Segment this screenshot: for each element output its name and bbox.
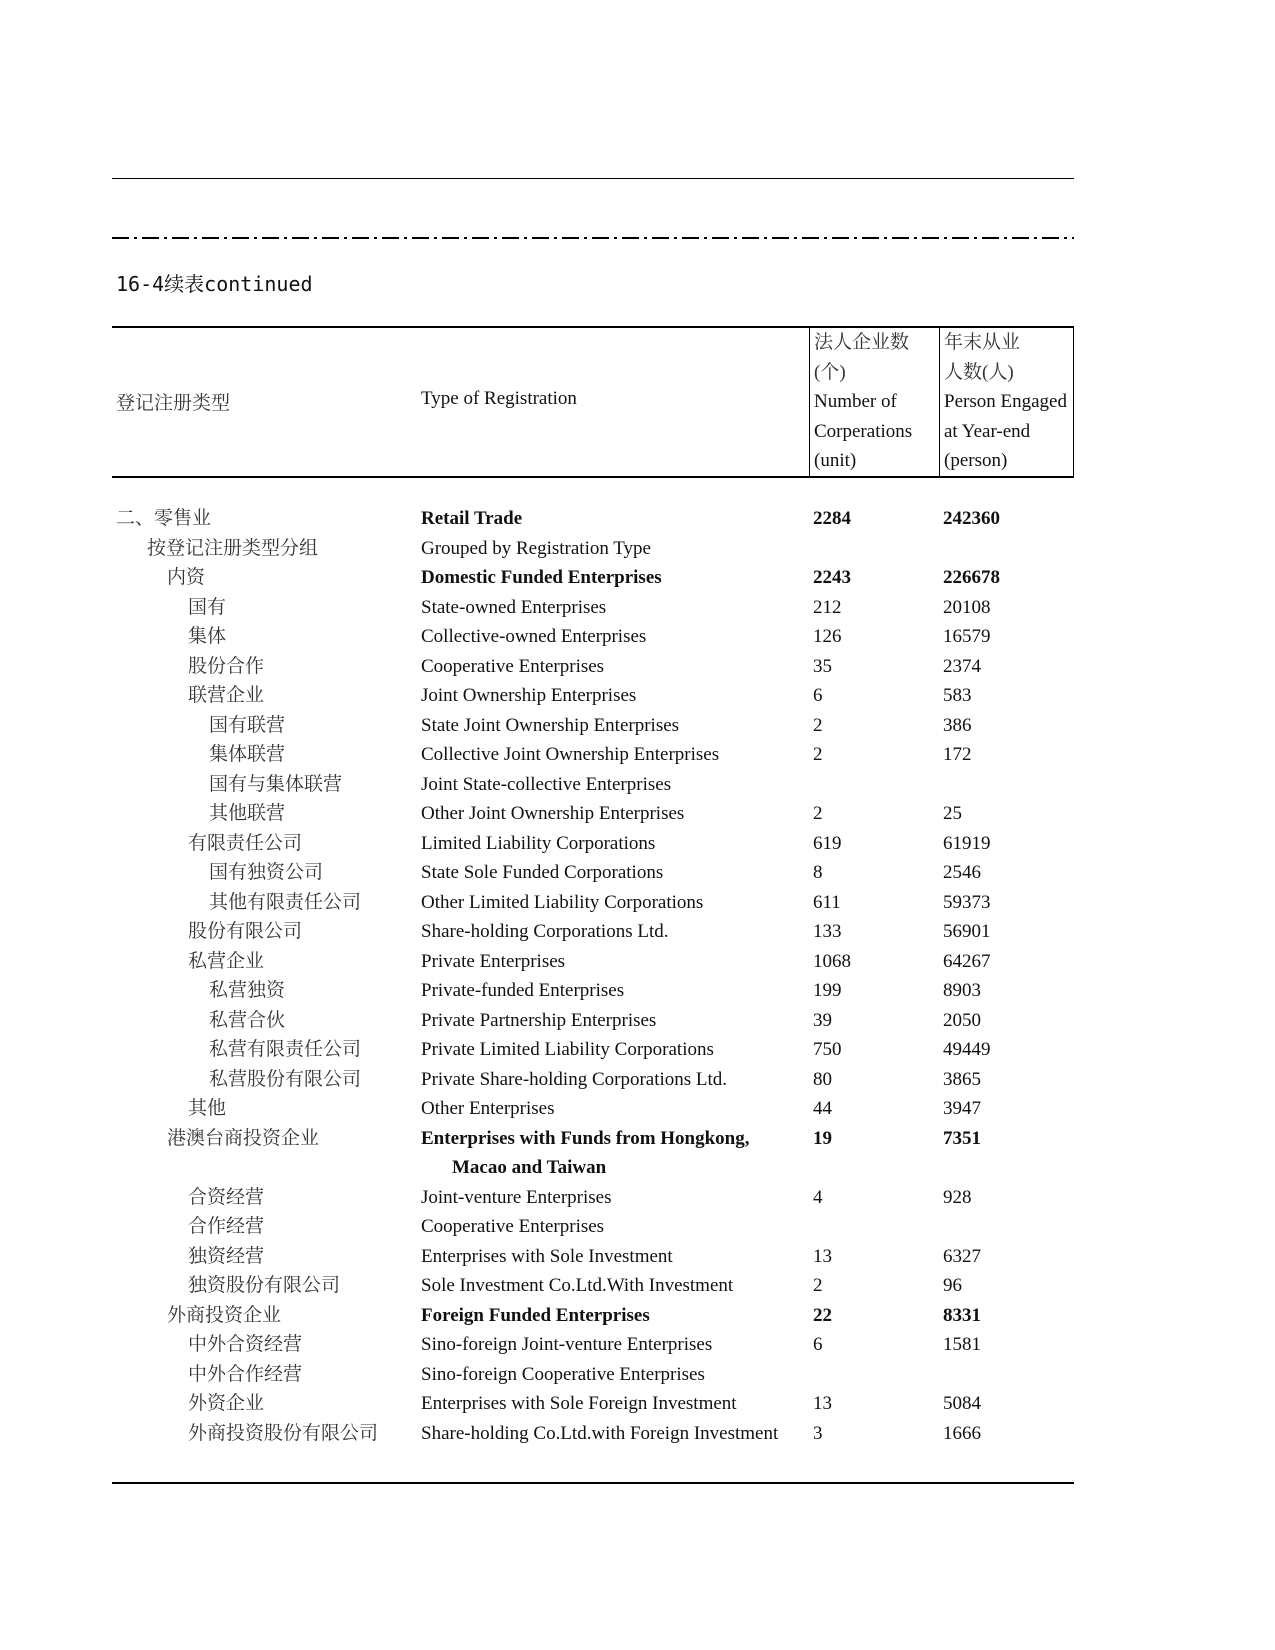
corporations-count: 199 xyxy=(813,980,842,1001)
row-label-en-text: Joint Ownership Enterprises xyxy=(421,685,637,706)
table-row xyxy=(112,799,1074,829)
row-label-zh: 独资股份有限公司 xyxy=(188,1275,341,1296)
row-label-en xyxy=(421,740,809,770)
corporations-count: 44 xyxy=(813,1098,832,1119)
table-row xyxy=(112,534,1074,564)
row-label-en xyxy=(421,888,809,918)
table-row xyxy=(112,1006,1074,1036)
table-title: 16-4续表continued xyxy=(116,272,313,296)
persons-engaged-count: 25 xyxy=(943,803,962,824)
corporations-count: 80 xyxy=(813,1068,832,1090)
persons-engaged-count: 2546 xyxy=(943,862,981,883)
corporations-count: 619 xyxy=(813,832,842,854)
persons-engaged-count: 928 xyxy=(943,1186,972,1208)
corporations-count: 750 xyxy=(813,1039,842,1060)
header-line: at Year-end xyxy=(944,420,1031,442)
table-row xyxy=(112,1271,1074,1301)
row-label-zh: 联营企业 xyxy=(188,685,265,706)
table-row xyxy=(112,1242,1074,1272)
persons-engaged-count: 1666 xyxy=(943,1422,981,1444)
table-row xyxy=(112,593,1074,623)
corporations-count: 2 xyxy=(813,714,823,736)
row-label-en-text: Sino-foreign Cooperative Enterprises xyxy=(421,1363,705,1385)
header-persons-engaged xyxy=(939,328,1074,476)
corporations-count: 3 xyxy=(813,1422,823,1444)
row-label-en-text: Sino-foreign Joint-venture Enterprises xyxy=(421,1334,713,1355)
corporations-count: 2284 xyxy=(813,508,851,529)
table-row xyxy=(112,681,1074,711)
row-label-zh: 私营独资 xyxy=(209,980,286,1001)
persons-engaged-count: 61919 xyxy=(943,832,991,854)
table-row xyxy=(112,1360,1074,1390)
row-label-en xyxy=(421,504,809,534)
row-label-zh: 私营股份有限公司 xyxy=(209,1068,362,1090)
table-row xyxy=(112,1094,1074,1124)
corporations-count: 4 xyxy=(813,1186,823,1208)
top-rule xyxy=(112,178,1074,179)
table-row xyxy=(112,504,1074,534)
row-label-en xyxy=(421,652,809,682)
header-line: (person) xyxy=(944,450,1008,471)
corporations-count: 13 xyxy=(813,1393,832,1414)
row-label-en xyxy=(421,1094,809,1124)
header-registration-type-en: Type of Registration xyxy=(421,388,577,409)
row-label-en-text: Other Enterprises xyxy=(421,1098,555,1119)
persons-engaged-count: 386 xyxy=(943,714,972,736)
row-label-zh: 外商投资企业 xyxy=(167,1304,282,1326)
header-line: 人数(人) xyxy=(944,361,1014,383)
corporations-count: 126 xyxy=(813,626,842,647)
header-line: Person Engaged xyxy=(944,391,1067,412)
row-label-zh: 外资企业 xyxy=(188,1393,265,1414)
table-row xyxy=(112,1330,1074,1360)
row-label-en xyxy=(421,976,809,1006)
row-label-en xyxy=(421,593,809,623)
row-label-en-text: Cooperative Enterprises xyxy=(421,655,605,677)
row-label-zh: 合作经营 xyxy=(188,1216,265,1237)
row-label-zh: 中外合作经营 xyxy=(188,1363,303,1385)
table-row xyxy=(112,1389,1074,1419)
row-label-en xyxy=(421,1212,809,1242)
persons-engaged-count: 56901 xyxy=(943,921,991,942)
table-row xyxy=(112,1183,1074,1213)
header-registration-type-zh: 登记注册类型 xyxy=(116,393,231,414)
row-label-en-text: Grouped by Registration Type xyxy=(421,537,651,559)
row-label-zh: 股份有限公司 xyxy=(188,921,303,942)
table-row xyxy=(112,740,1074,770)
table-row xyxy=(112,1035,1074,1065)
table-row xyxy=(112,1301,1074,1331)
table-row xyxy=(112,976,1074,1006)
row-label-zh: 其他联营 xyxy=(209,803,286,824)
table-row xyxy=(112,652,1074,682)
persons-engaged-count: 1581 xyxy=(943,1334,981,1355)
row-label-en-text: Share-holding Co.Ltd.with Foreign Investment xyxy=(421,1422,779,1444)
row-label-zh: 外商投资股份有限公司 xyxy=(188,1422,379,1444)
row-label-en xyxy=(421,681,809,711)
row-label-zh: 国有联营 xyxy=(209,714,286,736)
row-label-zh: 独资经营 xyxy=(188,1245,265,1267)
row-label-en-text: Other Joint Ownership Enterprises xyxy=(421,803,685,824)
row-label-en xyxy=(421,1271,809,1301)
persons-engaged-count: 2374 xyxy=(943,655,981,677)
row-label-en xyxy=(421,1006,809,1036)
row-label-en xyxy=(421,1419,809,1449)
row-label-en-text: Limited Liability Corporations xyxy=(421,832,656,854)
row-label-en xyxy=(421,1389,809,1419)
row-label-zh: 国有与集体联营 xyxy=(209,773,343,795)
row-label-zh: 股份合作 xyxy=(188,655,265,677)
header-line: Number of xyxy=(814,391,897,412)
header-line: (unit) xyxy=(814,450,857,471)
row-label-en xyxy=(421,799,809,829)
row-label-en xyxy=(421,1360,809,1390)
row-label-zh: 其他有限责任公司 xyxy=(209,891,362,913)
header-line: Corperations xyxy=(814,420,913,442)
row-label-en-continued: Macao and Taiwan xyxy=(452,1157,607,1178)
table-row xyxy=(112,563,1074,593)
corporations-count: 35 xyxy=(813,655,832,677)
corporations-count: 133 xyxy=(813,921,842,942)
row-label-zh: 按登记注册类型分组 xyxy=(147,537,319,559)
row-label-zh: 私营合伙 xyxy=(209,1009,286,1031)
row-label-en xyxy=(421,1183,809,1213)
row-label-zh: 合资经营 xyxy=(188,1186,265,1208)
row-label-en-text: Private Partnership Enterprises xyxy=(421,1009,657,1031)
corporations-count: 19 xyxy=(813,1127,832,1149)
persons-engaged-count: 7351 xyxy=(943,1127,981,1149)
corporations-count: 6 xyxy=(813,685,823,706)
row-label-en-text: State-owned Enterprises xyxy=(421,596,607,618)
persons-engaged-count: 5084 xyxy=(943,1393,981,1414)
row-label-en xyxy=(421,1330,809,1360)
row-label-zh: 私营有限责任公司 xyxy=(209,1039,362,1060)
corporations-count: 1068 xyxy=(813,950,851,972)
row-label-en xyxy=(421,534,809,564)
header-line: (个) xyxy=(814,361,846,383)
row-label-zh: 集体 xyxy=(188,626,227,647)
table-row xyxy=(112,829,1074,859)
header-line: 法人企业数 xyxy=(814,332,910,353)
row-label-en xyxy=(421,1124,809,1183)
row-label-en-text: Cooperative Enterprises xyxy=(421,1216,605,1237)
corporations-count: 611 xyxy=(813,891,841,913)
table-row xyxy=(112,1124,1074,1183)
persons-engaged-count: 6327 xyxy=(943,1245,981,1267)
corporations-count: 212 xyxy=(813,596,842,618)
bottom-rule xyxy=(112,1482,1074,1484)
row-label-en xyxy=(421,858,809,888)
table-row xyxy=(112,770,1074,800)
row-label-en-text: Private-funded Enterprises xyxy=(421,980,625,1001)
row-label-zh: 中外合资经营 xyxy=(188,1334,303,1355)
header-line: 年末从业 xyxy=(944,332,1021,353)
row-label-en xyxy=(421,563,809,593)
row-label-en-text: Share-holding Corporations Ltd. xyxy=(421,921,669,942)
corporations-count: 13 xyxy=(813,1245,832,1267)
table-row xyxy=(112,917,1074,947)
row-label-en-text: Joint-venture Enterprises xyxy=(421,1186,612,1208)
corporations-count: 2 xyxy=(813,744,823,765)
row-label-en xyxy=(421,917,809,947)
row-label-zh: 国有独资公司 xyxy=(209,862,324,883)
row-label-en-text: Sole Investment Co.Ltd.With Investment xyxy=(421,1275,734,1296)
row-label-en-text: State Sole Funded Corporations xyxy=(421,862,664,883)
persons-engaged-count: 2050 xyxy=(943,1009,981,1031)
header-number-of-corporations xyxy=(809,328,944,476)
persons-engaged-count: 64267 xyxy=(943,950,991,972)
table-row xyxy=(112,622,1074,652)
row-label-zh: 内资 xyxy=(167,567,206,588)
row-label-en-text: Collective-owned Enterprises xyxy=(421,626,647,647)
row-label-en-text: Collective Joint Ownership Enterprises xyxy=(421,744,720,765)
row-label-zh: 有限责任公司 xyxy=(188,832,303,854)
persons-engaged-count: 3947 xyxy=(943,1098,981,1119)
row-label-en-text: Private Limited Liability Corporations xyxy=(421,1039,714,1060)
corporations-count: 2 xyxy=(813,1275,823,1296)
persons-engaged-count: 8903 xyxy=(943,980,981,1001)
row-label-en-text: Enterprises with Sole Investment xyxy=(421,1245,673,1267)
table-row xyxy=(112,1212,1074,1242)
row-label-en xyxy=(421,947,809,977)
persons-engaged-count: 59373 xyxy=(943,891,991,913)
table-row xyxy=(112,858,1074,888)
persons-engaged-count: 226678 xyxy=(943,567,1000,588)
persons-engaged-count: 20108 xyxy=(943,596,991,618)
statistics-table xyxy=(112,326,1074,1448)
persons-engaged-count: 16579 xyxy=(943,626,991,647)
row-label-en-text: Foreign Funded Enterprises xyxy=(421,1304,650,1326)
dash-dot-rule xyxy=(112,237,1074,239)
row-label-en xyxy=(421,829,809,859)
row-label-en-text: Enterprises with Sole Foreign Investment xyxy=(421,1393,737,1414)
row-label-en xyxy=(421,1301,809,1331)
persons-engaged-count: 172 xyxy=(943,744,972,765)
row-label-en xyxy=(421,1065,809,1095)
persons-engaged-count: 3865 xyxy=(943,1068,981,1090)
persons-engaged-count: 8331 xyxy=(943,1304,981,1326)
table-row xyxy=(112,1065,1074,1095)
table-body xyxy=(112,504,1074,1448)
table-row xyxy=(112,888,1074,918)
row-label-zh: 其他 xyxy=(188,1098,227,1119)
row-label-en-text: Private Enterprises xyxy=(421,950,566,972)
corporations-count: 8 xyxy=(813,862,823,883)
row-label-en xyxy=(421,1035,809,1065)
row-label-zh: 港澳台商投资企业 xyxy=(167,1127,320,1149)
row-label-en xyxy=(421,622,809,652)
row-label-en xyxy=(421,1242,809,1272)
row-label-en-text: Other Limited Liability Corporations xyxy=(421,891,704,913)
row-label-en-text: Enterprises with Funds from Hongkong, xyxy=(421,1127,750,1149)
row-label-zh: 集体联营 xyxy=(209,744,286,765)
row-label-en-text: Joint State-collective Enterprises xyxy=(421,773,672,795)
row-label-en xyxy=(421,770,809,800)
row-label-zh: 私营企业 xyxy=(188,950,265,972)
row-label-en-text: Domestic Funded Enterprises xyxy=(421,567,662,588)
row-label-zh: 二、零售业 xyxy=(116,508,212,529)
corporations-count: 39 xyxy=(813,1009,832,1031)
row-label-en-text: Retail Trade xyxy=(421,508,523,529)
persons-engaged-count: 49449 xyxy=(943,1039,991,1060)
row-label-en xyxy=(421,711,809,741)
persons-engaged-count: 242360 xyxy=(943,508,1000,529)
table-row xyxy=(112,1419,1074,1449)
row-label-zh: 国有 xyxy=(188,596,227,618)
persons-engaged-count: 96 xyxy=(943,1275,962,1296)
row-label-en-text: State Joint Ownership Enterprises xyxy=(421,714,680,736)
corporations-count: 6 xyxy=(813,1334,823,1355)
corporations-count: 2 xyxy=(813,803,823,824)
row-label-en-text: Private Share-holding Corporations Ltd. xyxy=(421,1068,728,1090)
corporations-count: 2243 xyxy=(813,567,851,588)
corporations-count: 22 xyxy=(813,1304,832,1326)
table-row xyxy=(112,947,1074,977)
table-header xyxy=(112,326,1074,478)
persons-engaged-count: 583 xyxy=(943,685,972,706)
table-row xyxy=(112,711,1074,741)
